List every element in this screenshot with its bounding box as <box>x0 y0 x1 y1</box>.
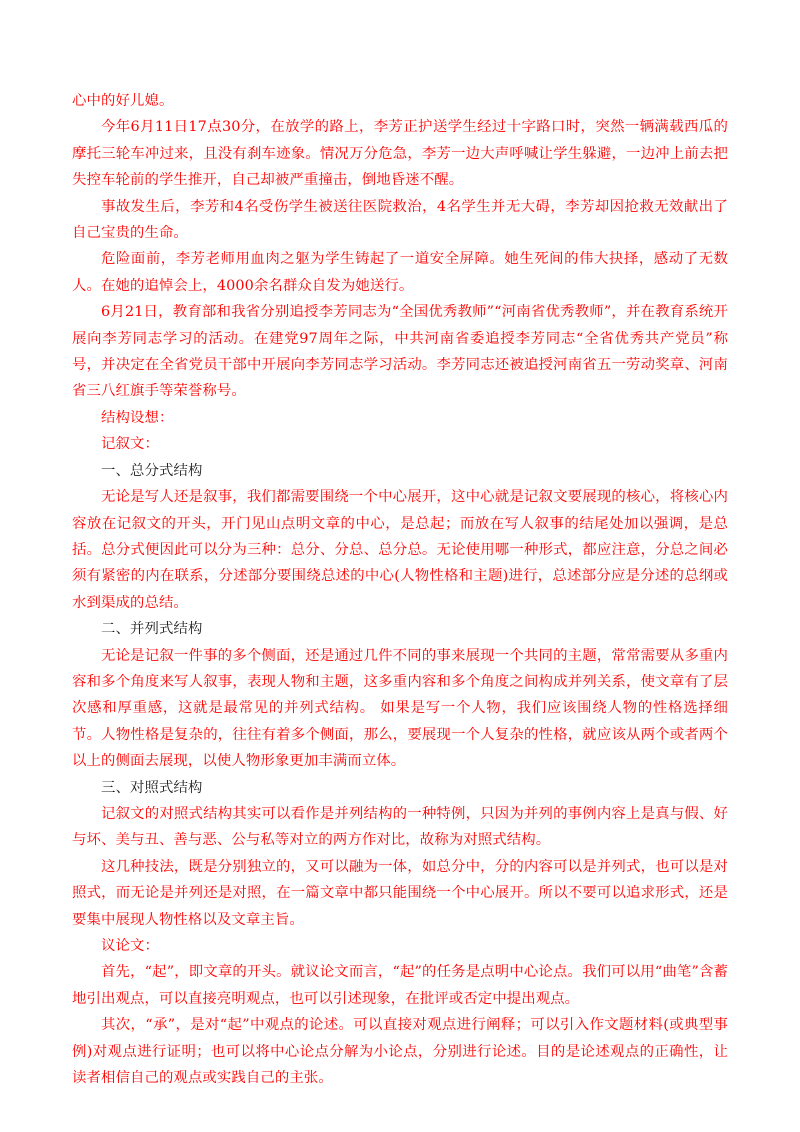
paragraph-cheng: 其次，“承”，是对“起”中观点的论述。可以直接对观点进行阐释；可以引入作文题材料(或典型事例)对观点进行证明；也可以将中心论点分解为小论点，分别进行论述。目的是论述观点的正确性，让读者相信自己的观点或实践自己的主张。 <box>72 1017 728 1087</box>
heading-argumentative: 议论文： <box>101 938 159 954</box>
paragraph-techniques: 这几种技法，既是分别独立的，又可以融为一体，如总分中，分的内容可以是并列式，也可以是对照式，而无论是并列还是对照，在一篇文章中都只能围绕一个中心展开。所以不要可以追求形式，还是要集中展现人物性格以及文章主旨。 <box>72 858 728 928</box>
paragraph-memorial: 危险面前，李芳老师用血肉之躯为学生铸起了一道安全屏障。她生死间的伟大抉择，感动了无数人。在她的追悼会上，4000余名群众自发为她送行。 <box>72 251 728 294</box>
paragraph-aftermath: 事故发生后，李芳和4名受伤学生被送往医院救治，4名学生并无大碍，李芳却因抢救无效献出了自己宝贵的生命。 <box>72 198 728 242</box>
paragraph-qi: 首先，“起”，即文章的开头。就议论文而言，“起”的任务是点明中心论点。我们可以用“曲笔”含蓄地引出观点，可以直接亮明观点，也可以引述现象，在批评或否定中提出观点。 <box>72 964 728 1007</box>
heading-structure-ideas: 结构设想： <box>101 409 174 426</box>
paragraph-parallel: 无论是记叙一件事的多个侧面，还是通过几件不同的事来展现一个共同的主题，常常需要从多重内容和多个角度来写人叙事，表现人物和主题，这多重内容和多个角度之间构成并列关系，使文章有了层次感和厚重感，这就是最常见的并列式结构。 如果是写一个人物，我们应该围绕人物的性格选择细节。人物性格是复杂的，往往有着多个侧面，那么，要展现一个人复杂的性格，就应该从两个或者两个以上的侧面去展现，以使人物形象更加丰满而立体。 <box>72 647 728 770</box>
heading-parallel: 二、并列式结构 <box>101 621 203 638</box>
paragraph-general-specific: 无论是写人还是叙事，我们都需要围绕一个中心展开，这中心就是记叙文要展现的核心，将核心内容放在记叙文的开头，开门见山点明文章的中心，是总起；而放在写人叙事的结尾处加以强调，是总括。总分式便因此可以分为三种：总分、分总、总分总。无论使用哪一种形式，都应注意，分总之间必须有紧密的内在联系，分述部分要围绕总述的中心(人物性格和主题)进行，总述部分应是分述的总纲或水到渠成的总结。 <box>72 489 728 611</box>
paragraph-contrast: 记叙文的对照式结构其实可以看作是并列结构的一种特例，只因为并列的事例内容上是真与假、好与坏、美与丑、善与恶、公与私等对立的两方作对比，故称为对照式结构。 <box>72 805 728 849</box>
heading-narrative: 记叙文： <box>101 436 159 453</box>
paragraph-1: 心中的好儿媳。 <box>72 93 174 109</box>
heading-contrast: 三、对照式结构 <box>101 779 203 796</box>
paragraph-accident: 今年6月11日17点30分，在放学的路上，李芳正护送学生经过十字路口时，突然一辆满载西瓜的摩托三轮车冲过来，且没有刹车迹象。情况万分危急，李芳一边大声呼喊让学生躲避，一边冲上前去把失控车轮前的学生推开，自己却被严重撞击，倒地昏迷不醒。 <box>72 119 728 189</box>
paragraph-honors: 6月21日，教育部和我省分别追授李芳同志为“全国优秀教师”“河南省优秀教师”，并在教育系统开展向李芳同志学习的活动。在建党97周年之际，中共河南省委追授李芳同志“全省优秀共产党员”称号，并决定在全省党员干部中开展向李芳同志学习活动。李芳同志还被追授河南省五一劳动奖章、河南省三八红旗手等荣誉称号。 <box>72 304 728 400</box>
heading-general-specific: 一、总分式结构 <box>101 462 203 479</box>
